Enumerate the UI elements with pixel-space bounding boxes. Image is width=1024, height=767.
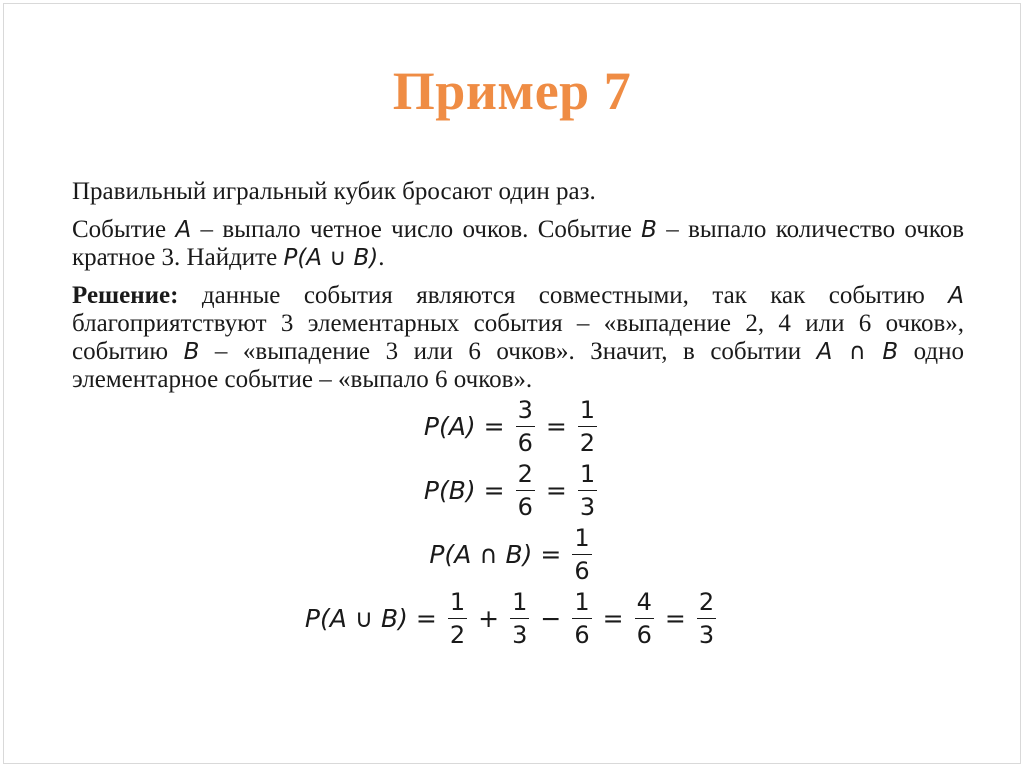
numerator: 1	[449, 588, 466, 616]
text: .	[378, 244, 385, 271]
fraction	[448, 587, 467, 650]
equals-sign: =	[483, 412, 505, 442]
formula-p-a	[0, 395, 1024, 458]
slide-title: Пример 7	[392, 61, 632, 121]
numerator: 1	[579, 396, 596, 424]
minus-sign: −	[540, 604, 562, 634]
numerator: 2	[517, 460, 533, 488]
fraction	[697, 587, 716, 650]
paragraph-solution	[72, 282, 964, 394]
fraction-bar	[572, 618, 591, 619]
denominator: 6	[517, 429, 533, 458]
fraction-bar	[510, 618, 529, 619]
fraction	[572, 587, 591, 650]
fraction-bar	[572, 554, 591, 555]
probability-expression: P(A ∪ B)	[283, 245, 379, 271]
fraction	[510, 587, 529, 650]
formula-lhs: P(A ∩ B)	[429, 540, 533, 570]
event-b-symbol: B	[641, 217, 657, 243]
fraction-bar	[578, 490, 597, 491]
denominator: 2	[579, 429, 596, 458]
denominator: 6	[574, 557, 590, 586]
denominator: 3	[698, 621, 715, 650]
paragraph-problem-setup: Правильный игральный кубик бросают один раз.	[72, 178, 596, 205]
event-a-symbol: A	[948, 283, 964, 309]
fraction-bar	[516, 490, 535, 491]
plus-sign: +	[478, 604, 500, 634]
event-a-symbol: A	[175, 217, 192, 243]
formula-lhs: P(A ∪ B)	[304, 604, 408, 634]
formula-p-a-and-b	[0, 523, 1024, 586]
paragraph-problem-statement	[72, 216, 964, 272]
equals-sign: =	[664, 604, 686, 634]
denominator: 6	[517, 493, 533, 522]
denominator: 2	[449, 621, 466, 650]
formula-lhs: P(A)	[423, 412, 476, 442]
event-b-symbol: B	[183, 339, 200, 365]
text: – выпало четное число очков. Событие	[191, 216, 642, 243]
formula-lhs: P(B)	[423, 476, 476, 506]
equals-sign: =	[540, 540, 562, 570]
fraction	[516, 395, 535, 458]
denominator: 6	[574, 621, 590, 650]
solution-label: Решение:	[72, 282, 179, 309]
formula-p-a-or-b	[0, 587, 1024, 650]
text: данные события являются совместными, так как событию	[178, 282, 949, 309]
numerator: 2	[698, 588, 715, 616]
denominator: 3	[512, 621, 528, 650]
equals-sign: =	[483, 476, 505, 506]
numerator: 1	[579, 460, 596, 488]
formula-p-b	[0, 459, 1024, 522]
fraction	[635, 587, 654, 650]
text: одно элементарное событие – «выпало 6 очков».	[72, 338, 964, 393]
fraction	[572, 523, 591, 586]
denominator: 6	[636, 621, 652, 650]
equals-sign: =	[415, 604, 437, 634]
intersection-expression: A ∩ B	[816, 339, 899, 365]
text: – выпало количество очков кратное 3. Найдите	[72, 216, 965, 271]
fraction	[578, 395, 597, 458]
equals-sign: =	[545, 476, 567, 506]
slide-body	[72, 178, 964, 404]
numerator: 1	[574, 524, 590, 552]
text: Событие	[72, 216, 176, 243]
fraction	[516, 459, 535, 522]
numerator: 3	[517, 396, 533, 424]
fraction	[578, 459, 597, 522]
text: благоприятствуют 3 элементарных события – «выпадение 2, 4 или 6 очков», событию	[72, 310, 964, 365]
equals-sign: =	[545, 412, 567, 442]
fraction-bar	[697, 618, 716, 619]
numerator: 1	[512, 588, 528, 616]
fraction-bar	[448, 618, 467, 619]
fraction-bar	[635, 618, 654, 619]
fraction-bar	[516, 426, 535, 427]
equals-sign: =	[602, 604, 624, 634]
denominator: 3	[579, 493, 596, 522]
numerator: 4	[636, 588, 652, 616]
text: – «выпадение 3 или 6 очков». Значит, в событии	[199, 338, 817, 365]
fraction-bar	[578, 426, 597, 427]
numerator: 1	[574, 588, 590, 616]
